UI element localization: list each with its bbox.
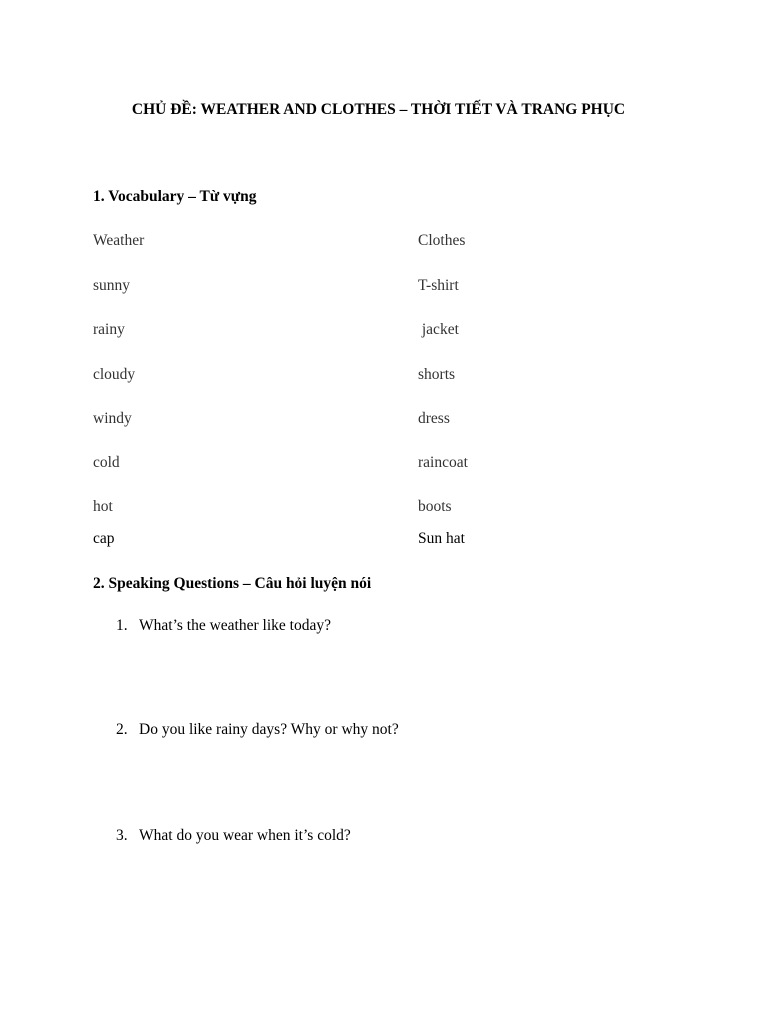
question-item <box>116 721 399 739</box>
clothes-word: raincoat <box>418 454 468 471</box>
weather-word: cloudy <box>93 366 136 383</box>
clothes-column-header: Clothes <box>418 232 466 249</box>
question-text: What do you wear when it’s cold? <box>139 827 351 844</box>
question-item <box>116 827 351 845</box>
document-title: CHỦ ĐỀ: WEATHER AND CLOTHES – THỜI TIẾT VÀ TRANG PHỤC <box>131 101 626 118</box>
clothes-word: shorts <box>418 366 456 383</box>
question-item <box>116 617 331 635</box>
question-text: Do you like rainy days? Why or why not? <box>139 721 399 738</box>
speaking-heading: 2. Speaking Questions – Câu hỏi luyện nói <box>93 575 372 592</box>
vocabulary-heading: 1. Vocabulary – Từ vựng <box>93 188 257 205</box>
question-number: 2. <box>116 721 128 738</box>
weather-word: cold <box>93 454 120 471</box>
weather-column-header: Weather <box>93 232 145 249</box>
question-number: 3. <box>116 827 128 844</box>
weather-word: hot <box>93 498 113 515</box>
clothes-word: T-shirt <box>418 277 459 294</box>
weather-word: windy <box>93 410 132 427</box>
question-text: What’s the weather like today? <box>139 617 331 634</box>
clothes-word: boots <box>418 498 452 515</box>
question-number: 1. <box>116 617 128 634</box>
clothes-word: dress <box>418 410 450 427</box>
weather-word: cap <box>93 530 115 547</box>
clothes-word: Sun hat <box>418 530 465 547</box>
weather-word: sunny <box>93 277 131 294</box>
clothes-word: jacket <box>418 321 459 338</box>
weather-word: rainy <box>93 321 125 338</box>
